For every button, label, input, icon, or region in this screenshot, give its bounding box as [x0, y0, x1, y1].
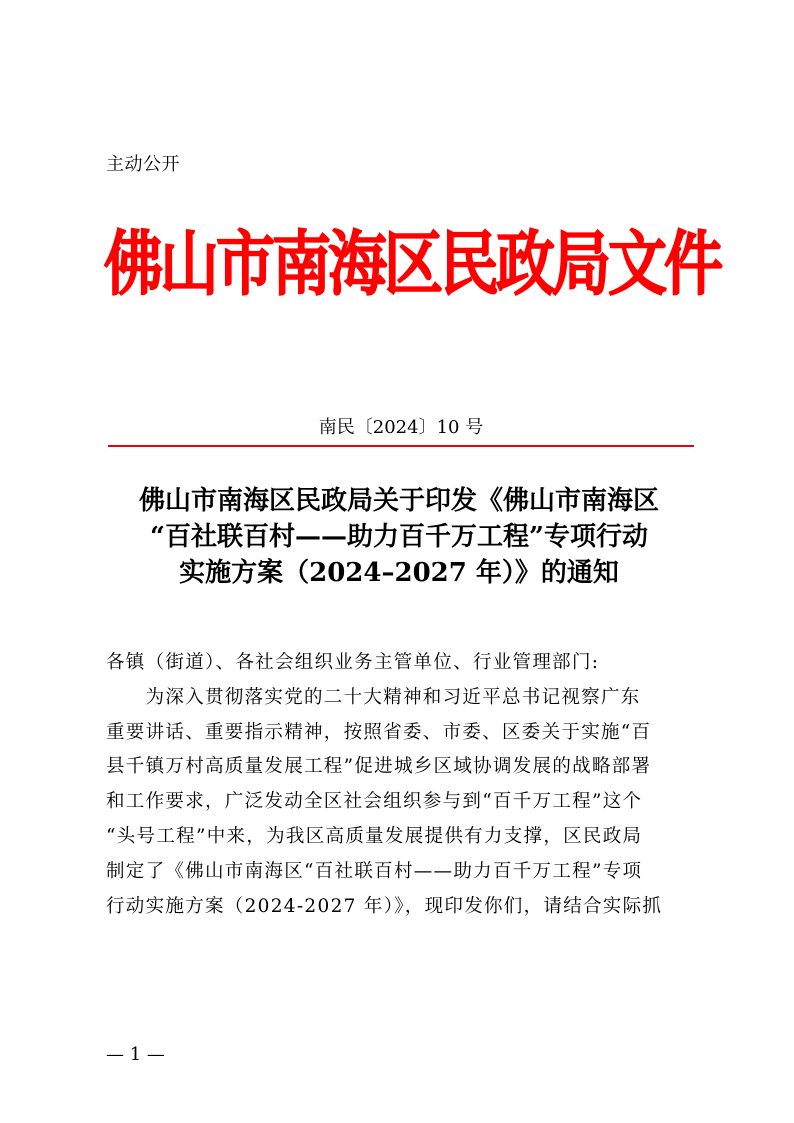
body-line: 为深入贯彻落实党的二十大精神和习近平总书记视察广东: [106, 686, 641, 708]
body-line: 和工作要求，广泛发动全区社会组织参与到“百千万工程”这个: [106, 791, 643, 813]
title-line: “百社联百村——助力百千万工程”专项行动: [150, 522, 648, 552]
document-number: 南民〔2024〕10 号: [318, 417, 484, 438]
body-line: 重要讲话、重要指示精神，按照省委、市委、区委关于实施“百: [106, 721, 652, 743]
title-line: 实施方案（2024–2027 年）》的通知: [179, 558, 619, 588]
document-header-title: 佛山市南海区民政局文件: [104, 223, 721, 305]
document-title: [104, 483, 694, 591]
title-line: 佛山市南海区民政局关于印发《佛山市南海区: [138, 486, 659, 516]
body-line: 行动实施方案（2024-2027 年）》，现印发你们，请结合实际抓: [106, 895, 663, 917]
disclosure-label: 主动公开: [106, 154, 180, 175]
salutation: 各镇（街道）、各社会组织业务主管单位、行业管理部门:: [106, 652, 600, 673]
body-line: 县千镇万村高质量发展工程”促进城乡区域协调发展的战略部署: [106, 756, 652, 778]
body-line: “头号工程”中来，为我区高质量发展提供有力支撑，区民政局: [106, 825, 643, 847]
body-line: 制定了《佛山市南海区“百社联百村——助力百千万工程”专项: [106, 860, 643, 882]
header-divider-rule: [108, 445, 694, 447]
page-number: — 1 —: [106, 1044, 165, 1065]
document-body: [106, 646, 696, 924]
